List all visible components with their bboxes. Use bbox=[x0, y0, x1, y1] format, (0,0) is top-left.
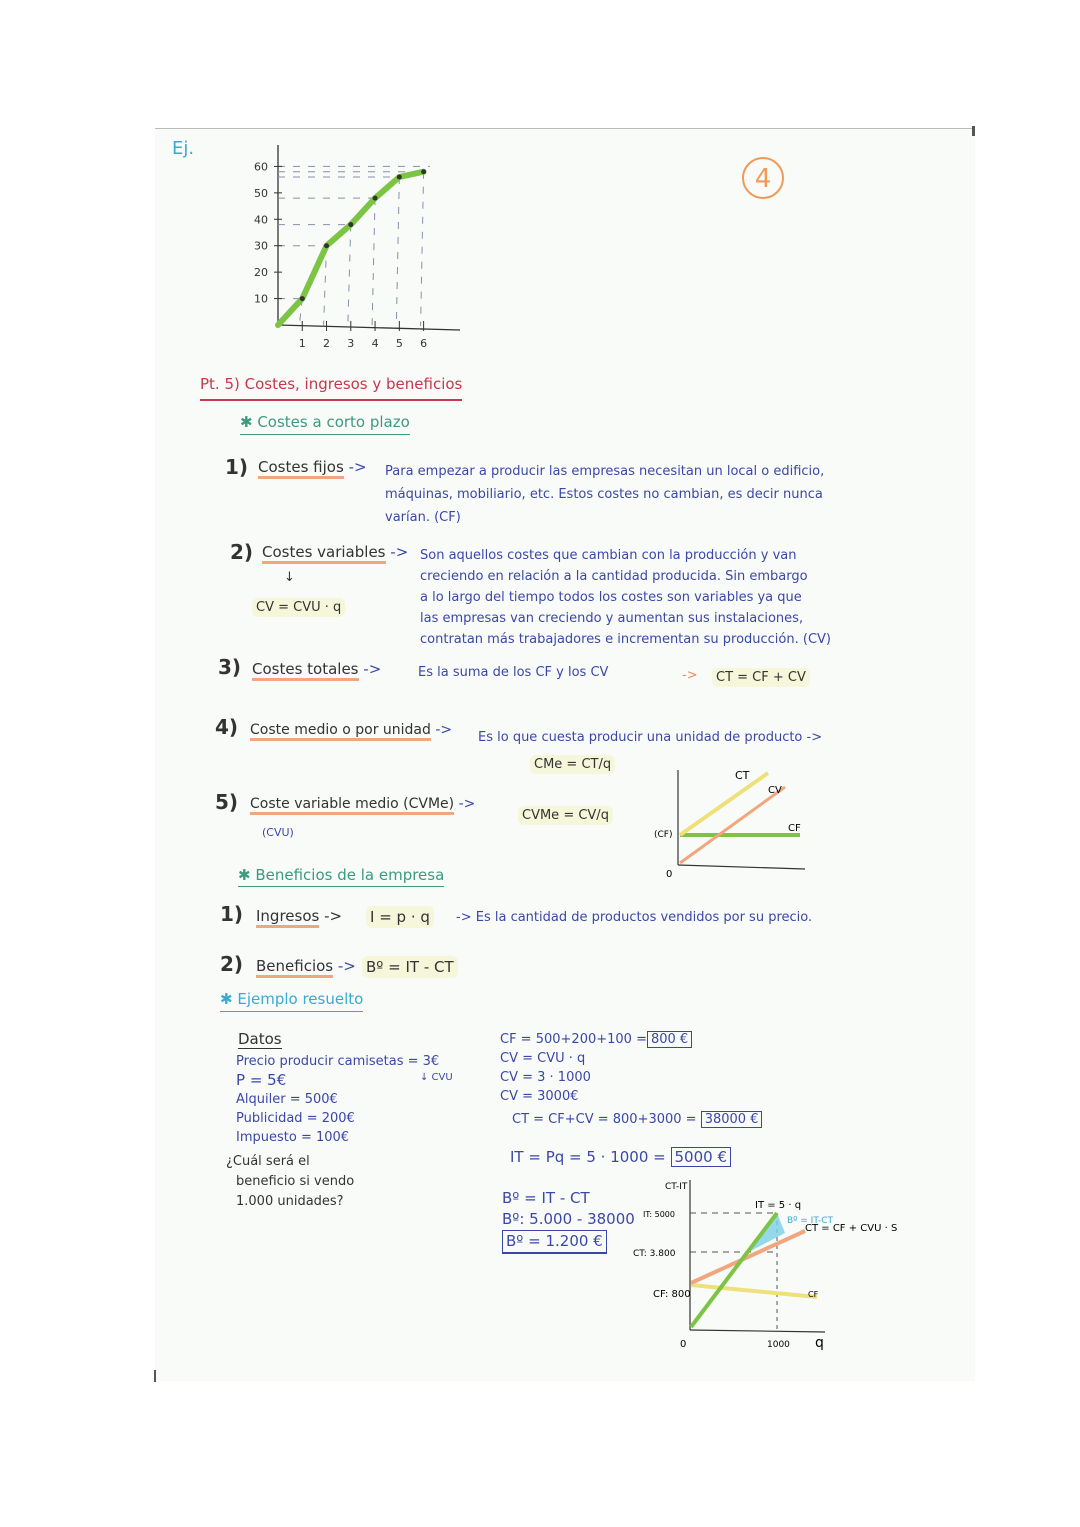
formula-ct: CT = CF + CV bbox=[712, 668, 810, 687]
arrow: -> bbox=[435, 722, 453, 738]
term-fixed-costs bbox=[258, 458, 367, 476]
item-number: 5) bbox=[215, 790, 239, 814]
x-tick-label: 1 bbox=[298, 337, 306, 350]
down-arrow-icon: ↓ bbox=[284, 570, 295, 585]
origin-label: 0 bbox=[666, 869, 673, 880]
cf-value-label: CF: 800 bbox=[653, 1289, 691, 1300]
scan-edge bbox=[154, 1370, 156, 1382]
term-text: Costes fijos bbox=[258, 458, 344, 479]
calc-line: CV = CVU · q bbox=[500, 1051, 586, 1066]
v-guide bbox=[348, 225, 351, 326]
arrow: -> bbox=[324, 907, 343, 925]
calc-it bbox=[510, 1148, 731, 1166]
subsection-solved-example: ✱ Ejemplo resuelto bbox=[220, 990, 363, 1012]
v-guide bbox=[421, 172, 424, 326]
term-text: Costes variables bbox=[262, 543, 386, 564]
text-line: a lo largo del tiempo todos los costes son variables ya que bbox=[420, 590, 802, 605]
item-number: 2) bbox=[230, 540, 254, 564]
term-total-costs bbox=[252, 660, 381, 678]
cvu-note: ↓ CVU bbox=[420, 1072, 453, 1083]
x-tick-label: 3 bbox=[347, 337, 355, 350]
x-tick-label: 2 bbox=[323, 337, 331, 350]
data-point bbox=[373, 196, 378, 201]
v-guide bbox=[372, 198, 375, 326]
calc-text: CT = CF+CV = 800+3000 = bbox=[512, 1112, 697, 1127]
x-tick-label: 4 bbox=[371, 337, 379, 350]
calculations bbox=[500, 1030, 692, 1106]
income-definition bbox=[456, 910, 812, 925]
scan-edge bbox=[972, 126, 975, 136]
profit-label: Bº = IT-CT bbox=[787, 1216, 834, 1226]
data-point bbox=[397, 175, 402, 180]
final-result-box: Bº = 1.200 € bbox=[502, 1230, 607, 1254]
item-number: 3) bbox=[218, 655, 242, 679]
it-line bbox=[691, 1213, 777, 1327]
term-text: Coste medio o por unidad bbox=[250, 722, 431, 741]
term-variable-costs bbox=[262, 543, 408, 561]
ct-line bbox=[691, 1231, 805, 1283]
data-item: P = 5€ bbox=[236, 1071, 287, 1089]
subsection-short-term-costs: ✱ Costes a corto plazo bbox=[240, 413, 410, 435]
cv-label: CV bbox=[768, 785, 782, 796]
calc-cf bbox=[500, 1030, 692, 1049]
x-tick-label: 1000 bbox=[767, 1340, 790, 1350]
ct-label: CT bbox=[735, 769, 750, 782]
cf-label: CF bbox=[788, 823, 801, 834]
section-title bbox=[200, 375, 462, 393]
y-tick-label: 20 bbox=[254, 266, 268, 280]
term-text: Ingresos bbox=[256, 907, 319, 928]
question-line: 1.000 unidades? bbox=[236, 1194, 344, 1209]
calc-text: IT = Pq = 5 · 1000 = bbox=[510, 1148, 666, 1166]
term-average-cost bbox=[250, 722, 452, 738]
formula-benefits: Bº = IT - CT bbox=[362, 956, 458, 978]
cost-curves-chart bbox=[650, 765, 820, 880]
example-label: Ej. bbox=[172, 138, 195, 159]
data-item: Alquiler = 500€ bbox=[236, 1092, 338, 1107]
text-line: las empresas van creciendo y aumentan sus instalaciones, bbox=[420, 611, 804, 626]
term-benefits bbox=[256, 957, 356, 975]
item-number: 2) bbox=[220, 952, 244, 976]
page-number: 4 bbox=[754, 164, 772, 194]
text-line: contratan más trabajadores e incrementan su producción. (CV) bbox=[420, 632, 831, 647]
data-point bbox=[324, 243, 329, 248]
v-guide bbox=[396, 177, 399, 326]
page-number-circle bbox=[740, 155, 788, 203]
y-axis-label: CT-IT bbox=[665, 1182, 688, 1192]
calc-line: Bº = IT - CT bbox=[502, 1189, 590, 1207]
x-tick-label: 5 bbox=[395, 337, 403, 350]
data-point bbox=[348, 222, 353, 227]
term-text: Coste variable medio (CVMe) bbox=[250, 796, 454, 815]
cf-line-label: CF bbox=[808, 1290, 819, 1299]
item-number: 4) bbox=[215, 715, 239, 739]
question-line: beneficio si vendo bbox=[236, 1174, 355, 1189]
question bbox=[226, 1152, 354, 1212]
result-box: 800 € bbox=[647, 1031, 692, 1048]
arrow: -> bbox=[682, 668, 698, 683]
calc-ct bbox=[512, 1112, 762, 1127]
term-income bbox=[256, 907, 342, 925]
ct-line bbox=[680, 773, 768, 835]
data-title: Datos bbox=[238, 1030, 282, 1048]
question-line: ¿Cuál será el bbox=[226, 1154, 310, 1169]
item-number: 1) bbox=[225, 455, 249, 479]
arrow: -> bbox=[348, 458, 367, 476]
subsection-company-benefits: ✱ Beneficios de la empresa bbox=[238, 866, 444, 887]
origin-label: 0 bbox=[680, 1339, 687, 1350]
ct-value-label: CT: 3.800 bbox=[633, 1249, 676, 1259]
y-tick-label: 30 bbox=[254, 239, 268, 253]
arrow: -> bbox=[390, 543, 409, 561]
item-number: 1) bbox=[220, 902, 244, 926]
formula-income: I = p · q bbox=[366, 906, 434, 928]
arrow: -> bbox=[337, 957, 356, 975]
data-point bbox=[300, 296, 305, 301]
variable-costs-definition bbox=[420, 545, 831, 650]
text-line: creciendo en relación a la cantidad producida. Sin embargo bbox=[420, 569, 808, 584]
data-list bbox=[236, 1052, 439, 1147]
data-item: Publicidad = 200€ bbox=[236, 1111, 355, 1126]
data-item: Impuesto = 100€ bbox=[236, 1130, 350, 1145]
cf-line bbox=[691, 1285, 817, 1297]
arrow: -> bbox=[363, 660, 382, 678]
y-tick-label: 50 bbox=[254, 186, 268, 200]
cvu-note: (CVU) bbox=[262, 826, 294, 839]
calc-text: CF = 500+200+100 = bbox=[500, 1032, 647, 1047]
calc-benefit bbox=[502, 1188, 635, 1254]
x-axis-label: q bbox=[815, 1335, 824, 1351]
x-axis bbox=[278, 325, 460, 330]
series-line bbox=[278, 172, 424, 325]
calc-line: CV = 3 · 1000 bbox=[500, 1070, 591, 1085]
y-tick-label: 40 bbox=[254, 213, 268, 227]
x-axis bbox=[678, 865, 805, 869]
data-item: Precio producir camisetas = 3€ bbox=[236, 1054, 440, 1069]
text-line: Para empezar a producir las empresas necesitan un local o edificio, bbox=[385, 464, 825, 479]
arrow: -> bbox=[458, 796, 476, 812]
average-cost-definition: Es lo que cuesta producir una unidad de producto -> bbox=[478, 730, 823, 745]
arrow: -> bbox=[456, 910, 472, 925]
formula-cv: CV = CVU · q bbox=[252, 598, 345, 617]
calc-line: Bº: 5.000 - 38000 bbox=[502, 1210, 635, 1228]
text-line: máquinas, mobiliario, etc. Estos costes no cambian, es decir nunca bbox=[385, 487, 823, 502]
formula-cvme: CVMe = CV/q bbox=[518, 806, 613, 825]
y-axis-label: (CF) bbox=[654, 830, 673, 840]
result-box: 38000 € bbox=[701, 1111, 763, 1128]
it-value-label: IT: 5000 bbox=[643, 1210, 675, 1219]
term-average-variable-cost bbox=[250, 796, 475, 812]
breakeven-chart bbox=[625, 1175, 915, 1355]
text-line: Son aquellos costes que cambian con la producción y van bbox=[420, 548, 797, 563]
calc-line: CV = 3000€ bbox=[500, 1089, 579, 1104]
it-line-label: IT = 5 · q bbox=[755, 1200, 802, 1211]
fixed-costs-definition bbox=[385, 460, 824, 529]
section-title-text: Pt. 5) Costes, ingresos y beneficios bbox=[200, 375, 462, 401]
data-point bbox=[421, 169, 426, 174]
formula-cme: CMe = CT/q bbox=[530, 755, 615, 774]
term-text: Costes totales bbox=[252, 660, 359, 681]
total-costs-definition: Es la suma de los CF y los CV bbox=[418, 665, 609, 680]
x-tick-label: 6 bbox=[420, 337, 428, 350]
text-line: varían. (CF) bbox=[385, 510, 461, 525]
production-chart bbox=[230, 140, 470, 360]
definition-text: Es la cantidad de productos vendidos por su precio. bbox=[475, 910, 813, 925]
y-tick-label: 10 bbox=[254, 292, 268, 306]
y-tick-label: 60 bbox=[254, 160, 268, 174]
term-text: Beneficios bbox=[256, 957, 333, 978]
ct-line-label: CT = CF + CVU · S bbox=[805, 1223, 898, 1234]
x-axis bbox=[690, 1330, 825, 1332]
result-box: 5000 € bbox=[671, 1147, 732, 1167]
